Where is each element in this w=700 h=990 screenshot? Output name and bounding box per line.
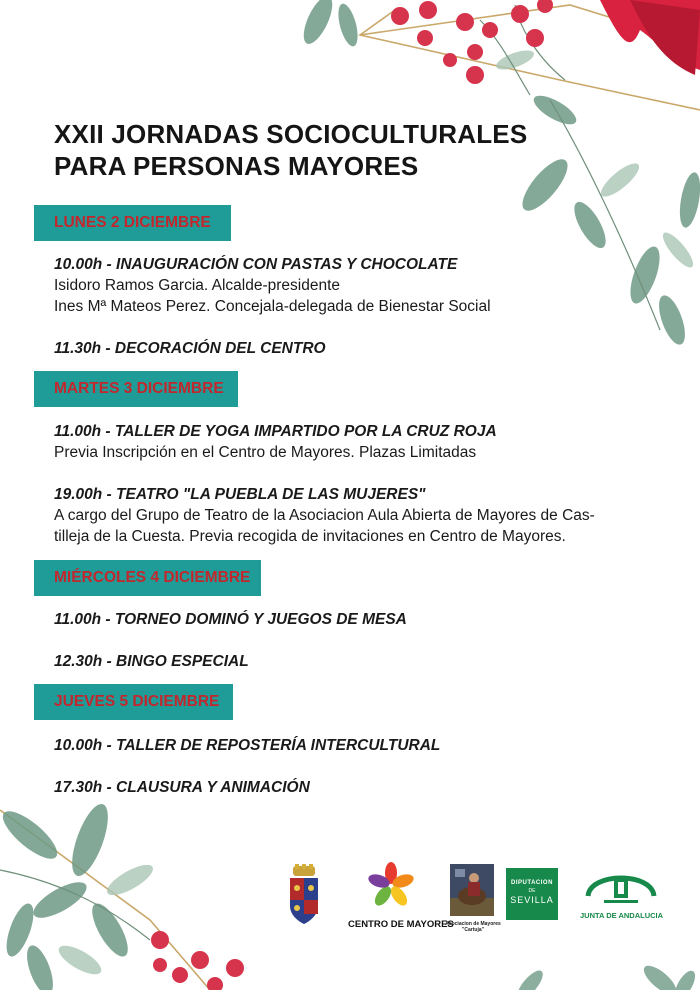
- event-detail: Previa Inscripción en el Centro de Mayores. Plazas Limitadas: [54, 444, 477, 461]
- junta-emblem-icon: [580, 862, 662, 906]
- diputacion-sevilla-logo: [506, 868, 558, 920]
- floral-decoration-bottom-right: [500, 950, 700, 990]
- sevilla-text: SEVILLA: [510, 895, 554, 905]
- event-yoga: [54, 421, 497, 463]
- event-heading: 12.30h - BINGO ESPECIAL: [54, 653, 249, 670]
- event-heading: 17.30h - CLAUSURA Y ANIMACIÓN: [54, 779, 310, 796]
- centro-de-mayores-text: CENTRO DE MAYORES: [348, 919, 454, 930]
- title-line-2: PARA PERSONAS MAYORES: [54, 151, 419, 181]
- event-teatro: [54, 484, 595, 547]
- event-heading: 10.00h - TALLER DE REPOSTERÍA INTERCULTURAL: [54, 737, 441, 754]
- title-line-1: XXII JORNADAS SOCIOCULTURALES: [54, 119, 528, 149]
- asociacion-text-2: "Cartuja": [462, 927, 484, 933]
- event-domino: [54, 609, 407, 630]
- painting-icon: [450, 864, 494, 916]
- coat-of-arms-logo: [286, 864, 322, 926]
- day-header-tuesday: MARTES 3 DICIEMBRE: [34, 371, 238, 407]
- event-decoracion: [54, 338, 326, 359]
- floral-decoration-bottom: [0, 790, 330, 990]
- event-reposteria: [54, 735, 440, 756]
- event-heading: 11.00h - TORNEO DOMINÓ Y JUEGOS DE MESA: [54, 611, 407, 628]
- event-bingo: [54, 651, 249, 672]
- event-detail: Isidoro Ramos Garcia. Alcalde-presidente: [54, 277, 341, 294]
- day-header-thursday: JUEVES 5 DICIEMBRE: [34, 684, 233, 720]
- event-heading: 10.00h - INAUGURACIÓN CON PASTAS Y CHOCOLATE: [54, 256, 458, 273]
- day-header-monday: LUNES 2 DICIEMBRE: [34, 205, 231, 241]
- diputacion-text: DIPUTACION: [511, 880, 553, 886]
- day-header-wednesday: MIÉRCOLES 4 DICIEMBRE: [34, 560, 261, 596]
- asociacion-mayores-logo: [444, 864, 502, 934]
- event-heading: 11.30h - DECORACIÓN DEL CENTRO: [54, 340, 326, 357]
- flower-icon: [348, 862, 434, 910]
- event-clausura: [54, 777, 310, 798]
- event-detail: Ines Mª Mateos Perez. Concejala-delegada de Bienestar Social: [54, 298, 491, 315]
- event-heading: 19.00h - TEATRO "LA PUEBLA DE LAS MUJERES": [54, 486, 426, 503]
- event-detail: A cargo del Grupo de Teatro de la Asociacion Aula Abierta de Mayores de Cas-: [54, 507, 595, 524]
- centro-de-mayores-logo: [348, 862, 454, 930]
- diputacion-de-text: DE: [528, 888, 536, 894]
- page-title: [54, 118, 527, 182]
- event-detail: tilleja de la Cuesta. Previa recogida de invitaciones en Centro de Mayores.: [54, 528, 566, 545]
- event-inauguracion: [54, 254, 491, 317]
- asociacion-text-1: Asociacion de Mayores: [445, 921, 501, 927]
- junta-andalucia-logo: [580, 862, 662, 922]
- event-heading: 11.00h - TALLER DE YOGA IMPARTIDO POR LA CRUZ ROJA: [54, 423, 497, 440]
- junta-text: JUNTA DE ANDALUCIA: [580, 911, 664, 920]
